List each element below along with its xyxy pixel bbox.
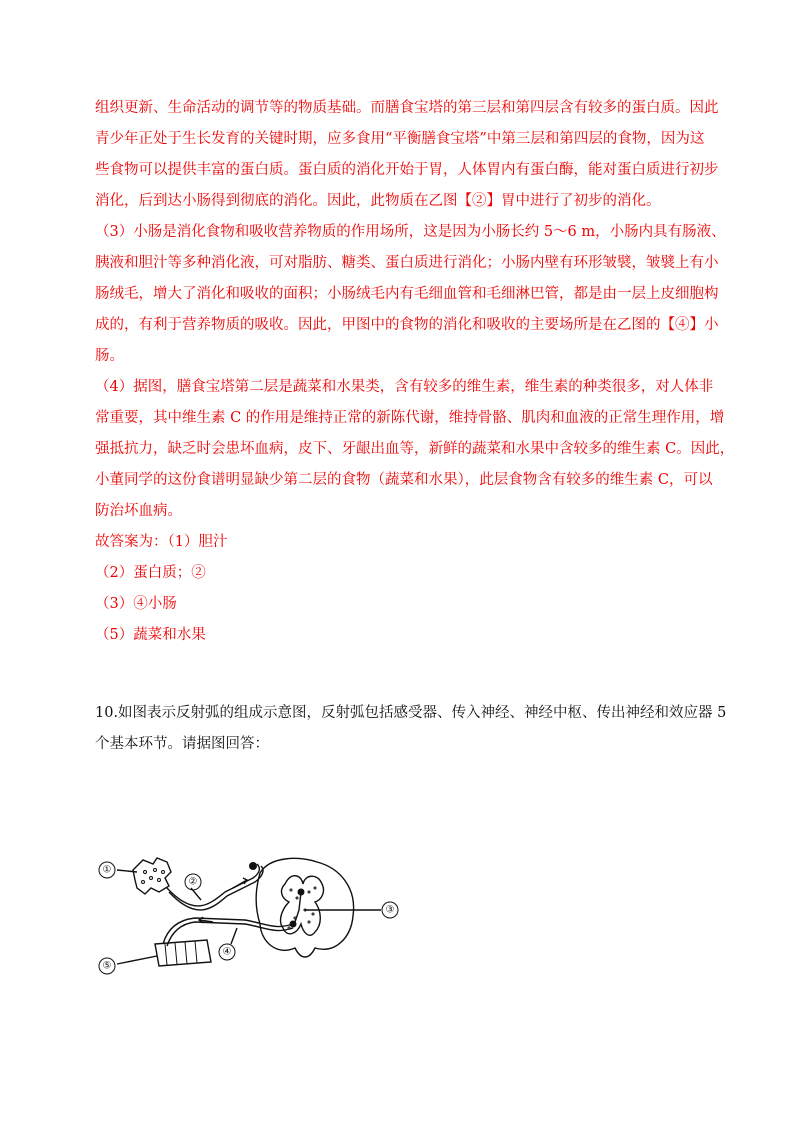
motor-neuron-dot [290,921,297,928]
text-line: 常重要，其中维生素 C 的作用是维持正常的新陈代谢，维持骨骼、肌肉和血液的正常生理作用，增 [95,410,725,426]
ganglion-dot [249,862,257,870]
label-4: ④ [222,946,232,958]
answer-explanation [95,93,735,651]
efferent-nerve [163,918,293,944]
afferent-nerve [167,864,259,906]
text-line: （2）蛋白质；② [95,565,206,581]
text-line: （5）蔬菜和水果 [95,627,206,643]
text-line: 些食物可以提供丰富的蛋白质。蛋白质的消化开始于胃，人体胃内有蛋白酶，能对蛋白质进行初步 [95,162,719,178]
text-line: 成的，有利于营养物质的吸收。因此，甲图中的食物的消化和吸收的主要场所是在乙图的【④】小 [95,317,719,333]
text-line: 防治坏血病。 [95,503,182,519]
text-line: 消化，后到达小肠得到彻底的消化。因此，此物质在乙图【②】胃中进行了初步的消化。 [95,193,661,209]
receptor-skin [133,858,171,894]
text-line: 肠绒毛，增大了消化和吸收的面积；小肠绒毛内有毛细血管和毛细淋巴管，都是由一层上皮细胞构 [95,286,719,302]
text-line: （3）④小肠 [95,596,177,612]
grey-matter [281,876,324,936]
text-line: （4）据图，膳食宝塔第二层是蔬菜和水果类，含有较多的维生素，维生素的种类很多，对人体非 [95,379,714,395]
label-2: ② [188,876,198,888]
receptor-texture [142,869,165,884]
text-line: 故答案为：（1）胆汁 [95,534,228,550]
reflex-arc-diagram [95,848,415,998]
question-line: 个基本环节。请据图回答： [95,736,269,752]
label-3: ③ [385,904,395,916]
question-10 [95,698,727,760]
label-5: ⑤ [102,960,112,972]
text-line: 肠。 [95,348,124,364]
text-line: 小董同学的这份食谱明显缺少第二层的食物（蔬菜和水果），此层食物含有较多的维生素 C，可以 [95,472,713,488]
text-line: （3）小肠是消化食物和吸收营养物质的作用场所，这是因为小肠长约 5～6 m，小肠内具有肠液、 [95,224,726,240]
label-1: ① [102,864,112,876]
question-line: 10.如图表示反射弧的组成示意图，反射弧包括感受器、传入神经、神经中枢、传出神经和效应器 5 [95,705,727,721]
interneuron [295,892,301,922]
synapse-dot [298,889,305,896]
text-line: 胰液和胆汁等多种消化液，可对脂肪、糖类、蛋白质进行消化；小肠内壁有环形皱襞，皱襞上有小 [95,255,719,271]
text-line: 组织更新、生命活动的调节等的物质基础。而膳食宝塔的第三层和第四层含有较多的蛋白质。因此 [95,100,719,116]
spinal-cord [256,858,353,957]
text-line: 强抵抗力，缺乏时会患坏血病，皮下、牙龈出血等，新鲜的蔬菜和水果中含较多的维生素 C。因此， [95,441,735,457]
effector-muscle [155,940,211,966]
text-line: 青少年正处于生长发育的关键时期，应多食用“平衡膳食宝塔”中第三层和第四层的食物，因为这 [95,131,705,147]
